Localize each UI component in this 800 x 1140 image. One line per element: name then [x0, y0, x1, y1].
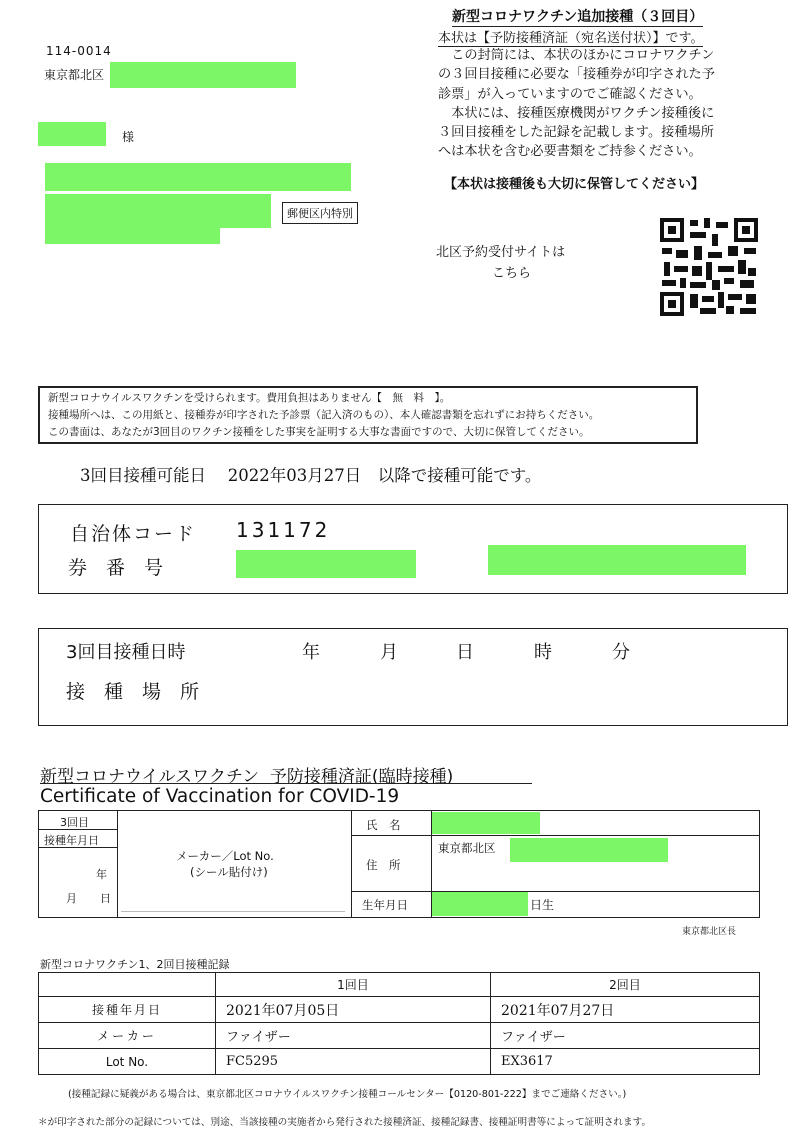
- maker-lot-label: メーカー／Lot No.: [176, 849, 274, 863]
- footer-note: ＊が印字された部分の記録については、別途、当該接種の実施者から発行された接種済証、接種記録書、接種証明書等によって証明されます。: [38, 1117, 652, 1128]
- redacted-address: [110, 62, 296, 88]
- sticker-label: (シール貼付け): [190, 865, 268, 879]
- notice-title: 新型コロナワクチン追加接種（３回目）: [452, 6, 703, 27]
- cert-year: 年: [96, 868, 107, 881]
- notice-body: [438, 46, 778, 162]
- table-header-cell: 1回目: [216, 973, 491, 997]
- dose1-date: 2021年07月05日: [216, 997, 491, 1023]
- table-header-cell: [39, 973, 216, 997]
- voucher-number-label: 券 番 号: [68, 557, 164, 579]
- address-label: 住 所: [366, 858, 401, 872]
- title-underline: [40, 783, 532, 784]
- dose1-lot: FC5295: [216, 1049, 491, 1075]
- mail-label: 郵便区内特別: [282, 202, 358, 224]
- info-line: 接種場所へは、この用紙と、接種券が印字された予診票（記入済のもの）、本人確認書類を忘れずにお持ちください。: [48, 409, 600, 421]
- table-row: [39, 1023, 760, 1049]
- dose1-maker: ファイザー: [216, 1023, 491, 1049]
- footer-contact: (接種記録に疑義がある場合は、東京都北区コロナウイルスワクチン接種コールセンター【0120-801-222】までご連絡ください。): [68, 1089, 627, 1100]
- keep-note: 【本状は接種後も大切に保管してください】: [444, 177, 705, 192]
- table-row: [39, 1049, 760, 1075]
- third-dose-month: 月: [380, 642, 398, 663]
- certificate-title-jp: 新型コロナウイルスワクチン 予防接種済証(臨時接種): [40, 767, 454, 787]
- vaccination-place-label: 接 種 場 所: [66, 681, 200, 703]
- reservation-line1: 北区予約受付サイトは: [436, 245, 566, 260]
- dose2-maker: ファイザー: [491, 1023, 760, 1049]
- row-label: 接種年月日: [39, 997, 216, 1023]
- notice-line: 本状には、接種医療機関がワクチン接種後に: [438, 105, 715, 121]
- eligibility-date: 3回目接種可能日 2022年03月27日 以降で接種可能です。: [80, 466, 542, 485]
- records-table: [38, 972, 760, 1075]
- notice-subtitle: 本状は【予防接種済証（宛名送付状）】です。: [438, 27, 703, 47]
- info-line: この書面は、あなたが3回目のワクチン接種をした事実を証明する大事な書面ですので、大切に保管してください。: [48, 426, 590, 438]
- name-label: 氏 名: [366, 818, 401, 832]
- redacted-voucher-number: [488, 545, 746, 575]
- notice-line: の３回目接種に必要な「接種券が印字された予: [438, 67, 715, 83]
- postal-code: 114-0014: [46, 44, 112, 58]
- issuer: 東京都北区長: [682, 927, 737, 937]
- table-row: [39, 997, 760, 1023]
- third-dose-year: 年: [302, 642, 320, 663]
- dose2-lot: EX3617: [491, 1049, 760, 1075]
- third-dose-minute: 分: [612, 642, 630, 663]
- notice-line: この封筒には、本状のほかにコロナワクチン: [438, 48, 715, 63]
- cert-day: 日: [100, 892, 111, 905]
- row-label: メーカー: [39, 1023, 216, 1049]
- address-city: 東京都北区: [44, 68, 105, 82]
- notice-line: へは本状を含む必要書類をご持参ください。: [438, 144, 702, 160]
- third-dose-hour: 時: [534, 642, 552, 663]
- table-header-cell: 2回目: [491, 973, 760, 997]
- notice-line: 診票」が入っていますのでご確認ください。: [438, 86, 702, 102]
- dose-number: 3回目: [60, 816, 89, 829]
- redacted-cert-name: [432, 812, 540, 834]
- birth-suffix: 日生: [530, 898, 555, 912]
- cert-address-prefix: 東京都北区: [438, 841, 496, 855]
- table-header-row: [39, 973, 760, 997]
- notice-line: ３回目接種をした記録を記載します。接種場所: [438, 125, 714, 141]
- honorific: 様: [122, 130, 135, 144]
- municipal-code-label: 自治体コード: [70, 523, 197, 545]
- third-dose-day: 日: [456, 642, 474, 663]
- redacted-cert-address: [510, 838, 668, 862]
- municipal-code-value: 131172: [236, 518, 331, 542]
- redacted-birth-date: [432, 892, 528, 916]
- certificate-title-en: Certificate of Vaccination for COVID-19: [40, 786, 400, 807]
- info-line: 新型コロナウイルスワクチンを受けられます。費用負担はありません【 無 料 】。: [48, 392, 451, 404]
- third-dose-label: 3回目接種日時: [66, 642, 186, 663]
- records-caption: 新型コロナワクチン1、2回目接種記録: [40, 958, 230, 971]
- reservation-line2: こちら: [492, 266, 532, 281]
- info-box: [38, 386, 698, 444]
- redacted-line: [45, 163, 351, 191]
- qr-code-icon[interactable]: [660, 218, 758, 316]
- cert-month: 月: [66, 892, 77, 905]
- redacted-name: [38, 122, 106, 146]
- dose2-date: 2021年07月27日: [491, 997, 760, 1023]
- birth-date-label: 生年月日: [362, 898, 408, 912]
- row-label: Lot No.: [39, 1049, 216, 1075]
- redacted-voucher-number: [236, 550, 416, 578]
- vaccination-date-label: 接種年月日: [44, 834, 99, 847]
- redacted-line: [45, 214, 220, 244]
